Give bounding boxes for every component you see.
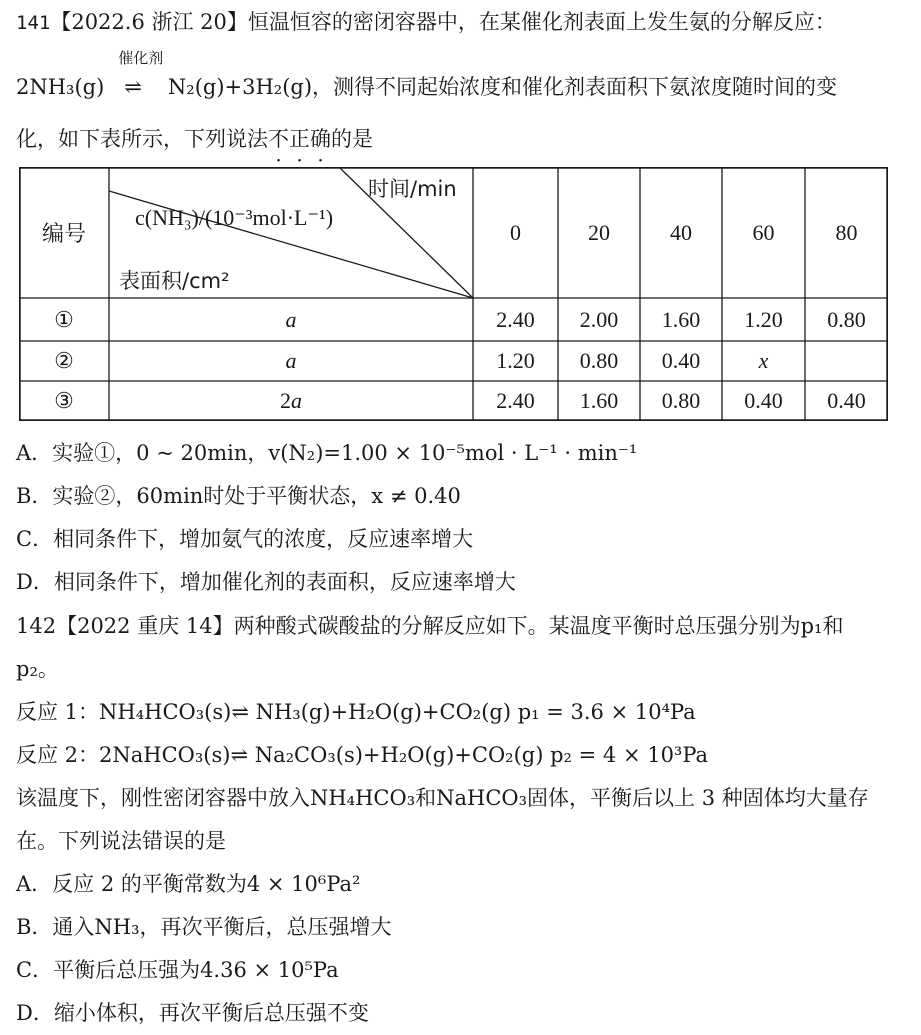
- table-cell: 0.80: [661, 388, 701, 413]
- table-cell: 2.40: [496, 306, 535, 332]
- row-area: 2 a: [280, 388, 302, 413]
- row-id: ①: [54, 306, 74, 332]
- q141-question-pre: 化，如下表所示，下列说法: [16, 127, 268, 151]
- q142-option-b: B．通入NH₃，再次平衡后，总压强增大: [16, 915, 392, 939]
- table-cell: 1.60: [579, 388, 619, 413]
- q142-option-a: A．反应 2 的平衡常数为4 × 10⁶Pa²: [16, 872, 361, 896]
- q141-option-a: A．实验①，0 ~ 20min，v(N₂)=1.00 × 10⁻⁵mol · L⁻¹ · min⁻¹: [16, 441, 638, 465]
- table-cell: 0.40: [744, 388, 783, 413]
- q141-question-line: [16, 125, 373, 153]
- header-time: 时间/min: [368, 177, 457, 201]
- table-cell: [805, 341, 888, 381]
- time-header-cell: 80: [835, 219, 858, 245]
- table-cell: 2.00: [579, 306, 619, 332]
- table-cell: 2.40: [496, 388, 535, 413]
- q141-source: 【2022.6 浙江 20】: [50, 10, 248, 34]
- row-area: a: [285, 306, 297, 332]
- table-cell: 1.20: [496, 348, 535, 373]
- q142-reaction-2: 反应 2：2NaHCO₃(s)⇌ Na₂CO₃(s)+H₂O(g)+CO₂(g) p₂ = 4 × 10³Pa: [16, 743, 709, 767]
- emphasis-char: 确: [310, 127, 331, 151]
- q142-option-c: C．平衡后总压强为4.36 × 10⁵Pa: [16, 958, 339, 982]
- q142-intro-line-2: p₂。: [16, 657, 59, 681]
- q141-option-d: D．相同条件下，增加催化剂的表面积，反应速率增大: [16, 570, 516, 594]
- table-cell: 1.60: [661, 306, 701, 332]
- catalyst-label: 催化剂: [118, 49, 164, 67]
- header-id: 编号: [41, 222, 86, 247]
- row-id: ③: [54, 388, 74, 413]
- q142-question-line: 在。下列说法错误的是: [16, 829, 226, 853]
- equation-left: 2NH₃(g): [16, 75, 105, 99]
- time-header-cell: 60: [752, 219, 775, 245]
- q141-after-equation: ，测得不同起始浓度和催化剂表面积下氨浓度随时间的变: [312, 75, 838, 99]
- equilibrium-arrow-glyph: ⇌: [124, 75, 142, 99]
- emphasis-char: 不: [268, 127, 289, 151]
- row-id: ②: [54, 348, 74, 373]
- q141-equation-line: [16, 49, 838, 101]
- q141-option-b: B．实验②，60min时处于平衡状态，x ≠ 0.40: [16, 484, 461, 508]
- table-cell: 0.40: [661, 348, 701, 373]
- equation-right: N₂(g)+3H₂(g): [167, 75, 313, 99]
- equilibrium-arrow: [118, 49, 164, 101]
- row-area: a: [285, 348, 297, 373]
- table-cell: 0.80: [579, 348, 619, 373]
- header-surface-area: 表面积/cm²: [119, 269, 230, 293]
- q141-question-post: 的是: [331, 127, 373, 151]
- time-header-cell: 40: [670, 219, 692, 245]
- table-cell: 0.40: [827, 388, 866, 413]
- table-cell: x: [758, 348, 769, 373]
- q141-option-c: C．相同条件下，增加氨气的浓度，反应速率增大: [16, 527, 474, 551]
- q142-condition-line: 该温度下，刚性密闭容器中放入NH₄HCO₃和NaHCO₃固体，平衡后以上 3 种固体均大量存: [16, 786, 869, 810]
- table-cell: 0.80: [827, 306, 866, 332]
- q142-intro-line: 142【2022 重庆 14】两种酸式碳酸盐的分解反应如下。某温度平衡时总压强分别为p₁和: [16, 614, 844, 638]
- q141-intro: 恒温恒容的密闭容器中，在某催化剂表面上发生氨的分解反应：: [247, 10, 836, 34]
- time-header-cell: 0: [510, 219, 521, 245]
- time-header-cell: 20: [588, 219, 610, 245]
- data-table: [19, 167, 888, 421]
- q142-reaction-1: 反应 1：NH₄HCO₃(s)⇌ NH₃(g)+H₂O(g)+CO₂(g) p₁ = 3.6 × 10⁴Pa: [16, 700, 696, 724]
- header-concentration: c(NH₃)/(10⁻³mol·L⁻¹): [135, 205, 334, 230]
- emphasis-char: 正: [289, 127, 310, 151]
- q141-intro-line: [16, 8, 836, 37]
- q141-number: 141: [16, 12, 51, 34]
- table-cell: 1.20: [744, 306, 783, 332]
- q142-option-d: D．缩小体积，再次平衡后总压强不变: [16, 1001, 369, 1025]
